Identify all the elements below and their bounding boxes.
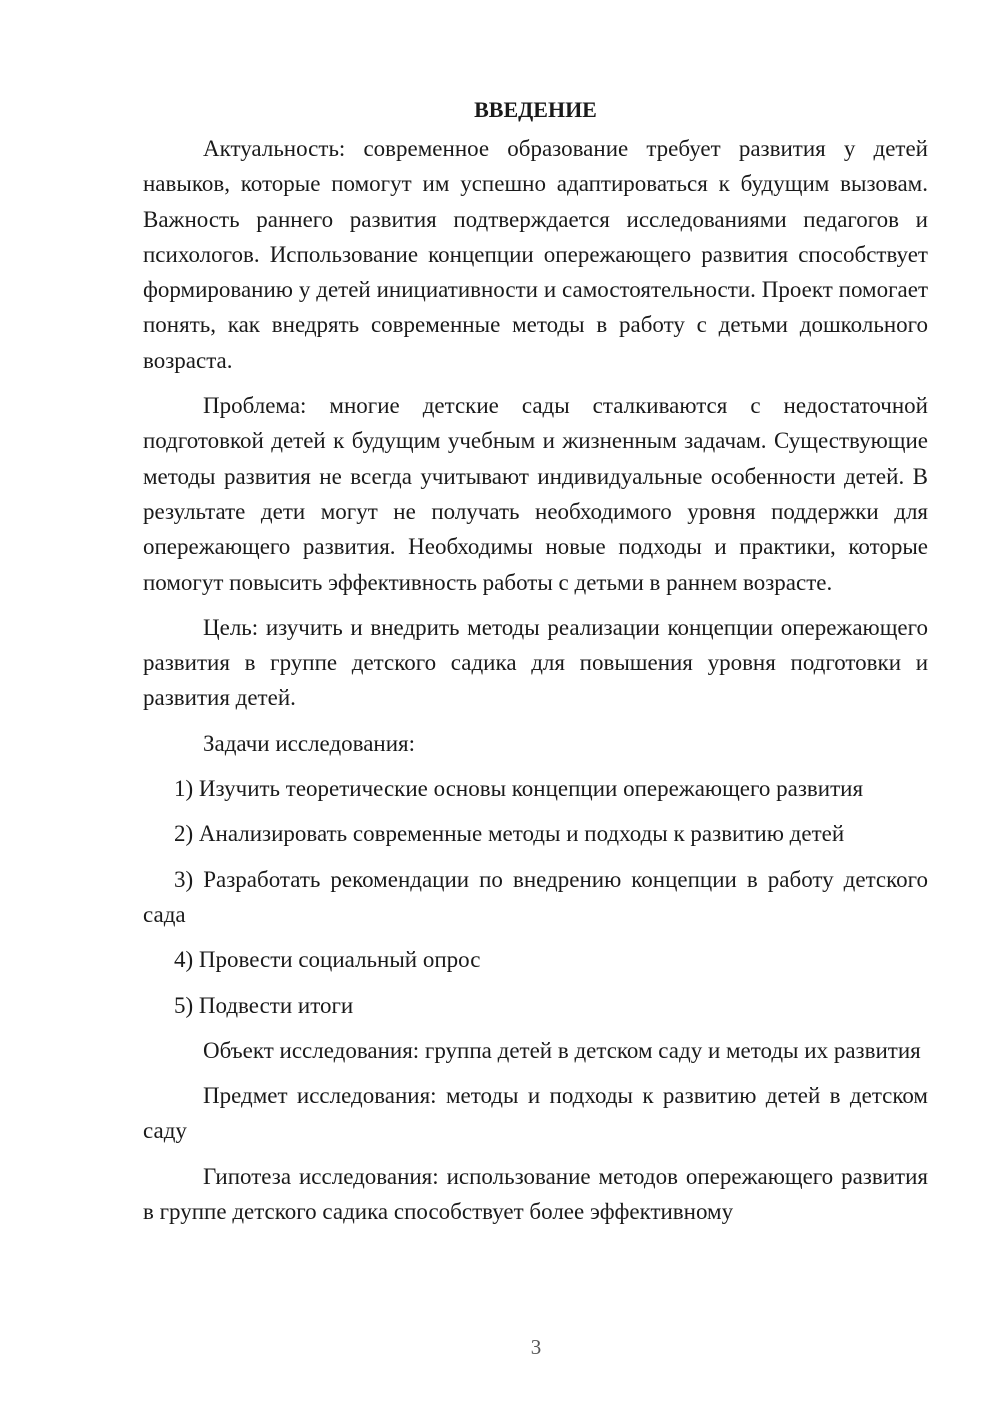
task-item-5: 5) Подвести итоги [174,992,354,1018]
section-title: ВВЕДЕНИЕ [474,97,597,122]
page-number: 3 [530,1335,542,1359]
subject-paragraph: Предмет исследования: методы и подходы к развитию детей в детском саду [143,1083,928,1144]
task-item-2: 2) Анализировать современные методы и подходы к развитию детей [174,821,845,847]
task-item-1: 1) Изучить теоретические основы концепции опережающего развития [174,776,864,802]
tasks-heading: Задачи исследования: [203,730,416,756]
object-paragraph: Объект исследования: группа детей в детском саду и методы их развития [203,1037,921,1063]
page-content [143,92,928,1229]
task-item-4: 4) Провести социальный опрос [174,947,481,973]
problem-paragraph: Проблема: многие детские сады сталкиваются с недостаточной подготовкой детей к будущим учебным и жизненным задачам. Существующие методы развития не всегда учитывают индивидуальные особенности детей. В результате дети могут не получать необходимого уровня поддержки для опережающего развития. Необходимы новые подходы и практики, которые помогут повысить эффективность работы с детьми в раннем возрасте. [143,393,928,595]
hypothesis-paragraph: Гипотеза исследования: использование методов опережающего развития в группе детского садика способствует более эффективному [143,1163,928,1225]
relevance-paragraph: Актуальность: современное образование требует развития у детей навыков, которые помогут им успешно адаптироваться к будущим вызовам. Важность раннего развития подтверждается исследованиями педагогов и психологов. Использование концепции опережающего развития способствует формированию у детей инициативности и самостоятельности. Проект помогает понять, как внедрять современные методы в работу с детьми дошкольного возраста. [143,136,928,373]
task-item-3: 3) Разработать рекомендации по внедрению концепции в работу детского сада [143,866,928,927]
goal-paragraph: Цель: изучить и внедрить методы реализации концепции опережающего развития в группе детского садика для повышения уровня подготовки и развития детей. [143,614,928,711]
